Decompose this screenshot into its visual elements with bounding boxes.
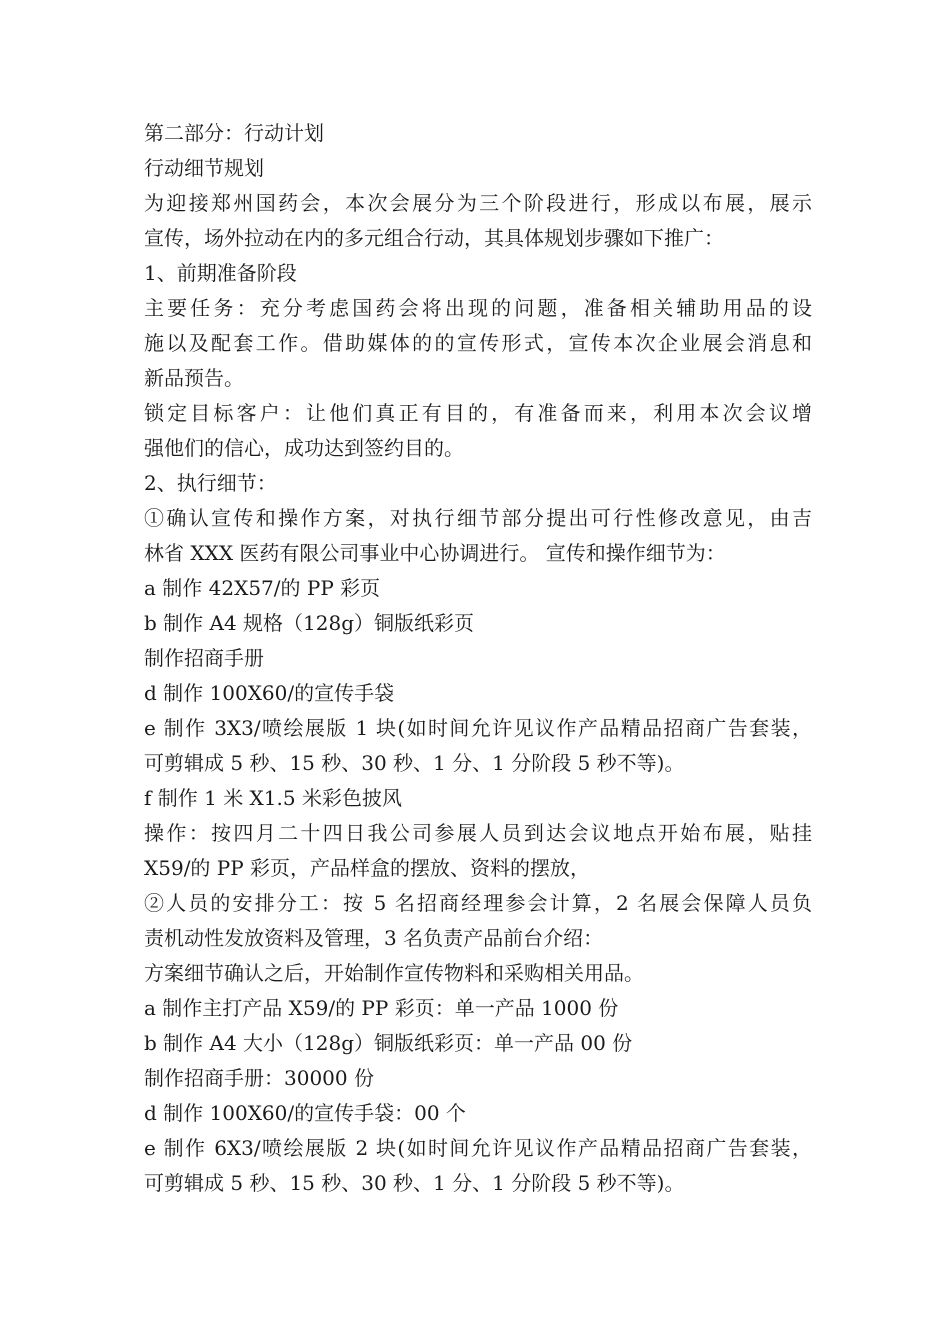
paragraph-line: 为迎接郑州国药会，本次会展分为三个阶段进行，形成以布展，展示 bbox=[144, 191, 812, 215]
paragraph-line: 宣传，场外拉动在内的多元组合行动，其具体规划步骤如下推广： bbox=[144, 226, 724, 250]
paragraph-line: 强他们的信心，成功达到签约目的。 bbox=[144, 436, 464, 460]
paragraph-line: 操作：按四月二十四日我公司参展人员到达会议地点开始布展，贴挂 bbox=[144, 821, 812, 845]
subsection-heading: 行动细节规划 bbox=[144, 156, 264, 180]
list-item: a 制作 42X57/的 PP 彩页 bbox=[144, 576, 381, 600]
paragraph-line: 施以及配套工作。借助媒体的的宣传形式，宣传本次企业展会消息和 bbox=[144, 331, 812, 355]
paragraph-line: 林省 XXX 医药有限公司事业中心协调进行。 宣传和操作细节为： bbox=[144, 541, 726, 565]
paragraph-line: X59/的 PP 彩页，产品样盒的摆放、资料的摆放， bbox=[144, 856, 591, 880]
list-heading: 1、前期准备阶段 bbox=[144, 261, 297, 285]
list-item: e 制作 6X3/喷绘展版 2 块(如时间允许见议作产品精品招商广告套装， bbox=[144, 1136, 812, 1160]
paragraph-line: 主要任务：充分考虑国药会将出现的问题，准备相关辅助用品的设 bbox=[144, 296, 812, 320]
list-item: b 制作 A4 规格（128g）铜版纸彩页 bbox=[144, 611, 475, 635]
list-item: d 制作 100X60/的宣传手袋：00 个 bbox=[144, 1101, 466, 1125]
list-item: f 制作 1 米 X1.5 米彩色披风 bbox=[144, 786, 402, 810]
paragraph-line: ②人员的安排分工：按 5 名招商经理参会计算，2 名展会保障人员负 bbox=[144, 891, 812, 915]
list-item: 制作招商手册 bbox=[144, 646, 264, 670]
paragraph-line: 方案细节确认之后，开始制作宣传物料和采购相关用品。 bbox=[144, 961, 644, 985]
paragraph-line: ①确认宣传和操作方案，对执行细节部分提出可行性修改意见，由吉 bbox=[144, 506, 812, 530]
list-item: d 制作 100X60/的宣传手袋 bbox=[144, 681, 395, 705]
list-item: b 制作 A4 大小（128g）铜版纸彩页：单一产品 00 份 bbox=[144, 1031, 633, 1055]
list-item: e 制作 3X3/喷绘展版 1 块(如时间允许见议作产品精品招商广告套装， bbox=[144, 716, 812, 740]
document-body bbox=[144, 116, 812, 1201]
list-heading: 2、执行细节： bbox=[144, 471, 277, 495]
paragraph-line: 责机动性发放资料及管理，3 名负责产品前台介绍： bbox=[144, 926, 604, 950]
list-item: 可剪辑成 5 秒、15 秒、30 秒、1 分、1 分阶段 5 秒不等)。 bbox=[144, 751, 685, 775]
paragraph-line: 锁定目标客户：让他们真正有目的，有准备而来，利用本次会议增 bbox=[144, 401, 812, 425]
list-item: 可剪辑成 5 秒、15 秒、30 秒、1 分、1 分阶段 5 秒不等)。 bbox=[144, 1171, 685, 1195]
list-item: a 制作主打产品 X59/的 PP 彩页：单一产品 1000 份 bbox=[144, 996, 619, 1020]
list-item: 制作招商手册：30000 份 bbox=[144, 1066, 374, 1090]
paragraph-line: 新品预告。 bbox=[144, 366, 244, 390]
section-heading: 第二部分：行动计划 bbox=[144, 121, 324, 145]
